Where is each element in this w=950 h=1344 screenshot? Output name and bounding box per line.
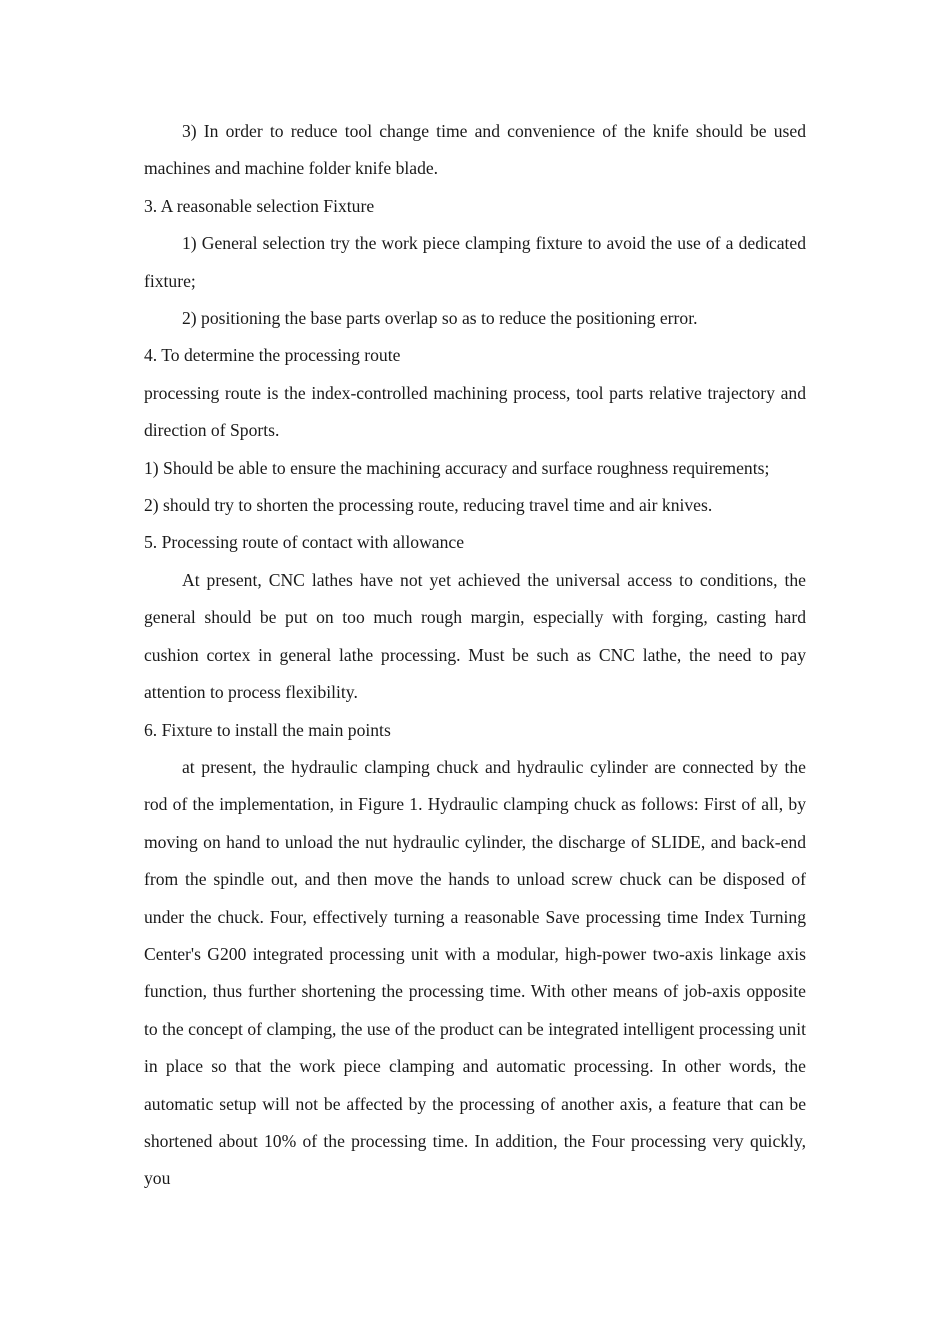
paragraph-route-definition: processing route is the index-controlled machining process, tool parts relative trajectory and direction of Sports. xyxy=(144,382,806,441)
paragraph-fixture-positioning: 2) positioning the base parts overlap so as to reduce the positioning error. xyxy=(182,308,698,329)
heading-fixture-install: 6. Fixture to install the main points xyxy=(144,719,391,740)
heading-fixture-selection: 3. A reasonable selection Fixture xyxy=(144,195,375,216)
paragraph-fixture-install: at present, the hydraulic clamping chuck and hydraulic cylinder are connected by the rod of the implementation, in Figure 1. Hydraulic clamping chuck as follows: First of all, by moving on hand to unload the nut hydraulic cylinder, the discharge of SLIDE, and back-end from the spindle out, and then move the hands to unload screw chuck can be disposed of under the chuck. Four, effectively turning a reasonable Save processing time Index Turning Center's G200 integrated processing unit with a modular, high-power two-axis linkage axis function, thus further shortening the processing time. With other means of job-axis opposite to the concept of clamping, the use of the product can be integrated intelligent processing unit in place so that the work piece clamping and automatic processing. In other words, the automatic setup will not be affected by the processing of another axis, a feature that can be shortened about 10% of the processing time. In addition, the Four processing very quickly, you xyxy=(144,756,806,1189)
heading-allowance: 5. Processing route of contact with allowance xyxy=(144,532,465,553)
heading-processing-route: 4. To determine the processing route xyxy=(144,345,401,366)
paragraph-route-accuracy: 1) Should be able to ensure the machining accuracy and surface roughness requirements; xyxy=(144,457,770,478)
paragraph-route-shorten: 2) should try to shorten the processing route, reducing travel time and air knives. xyxy=(144,495,713,516)
document-page xyxy=(144,113,806,1198)
paragraph-tool-change: 3) In order to reduce tool change time and convenience of the knife should be used machines and machine folder knife blade. xyxy=(144,121,806,179)
paragraph-fixture-general: 1) General selection try the work piece clamping fixture to avoid the use of a dedicated fixture; xyxy=(144,233,806,291)
paragraph-allowance: At present, CNC lathes have not yet achieved the universal access to conditions, the general should be put on too much rough margin, especially with forging, casting hard cushion cortex in general lathe processing. Must be such as CNC lathe, the need to pay attention to process flexibility. xyxy=(144,569,806,703)
